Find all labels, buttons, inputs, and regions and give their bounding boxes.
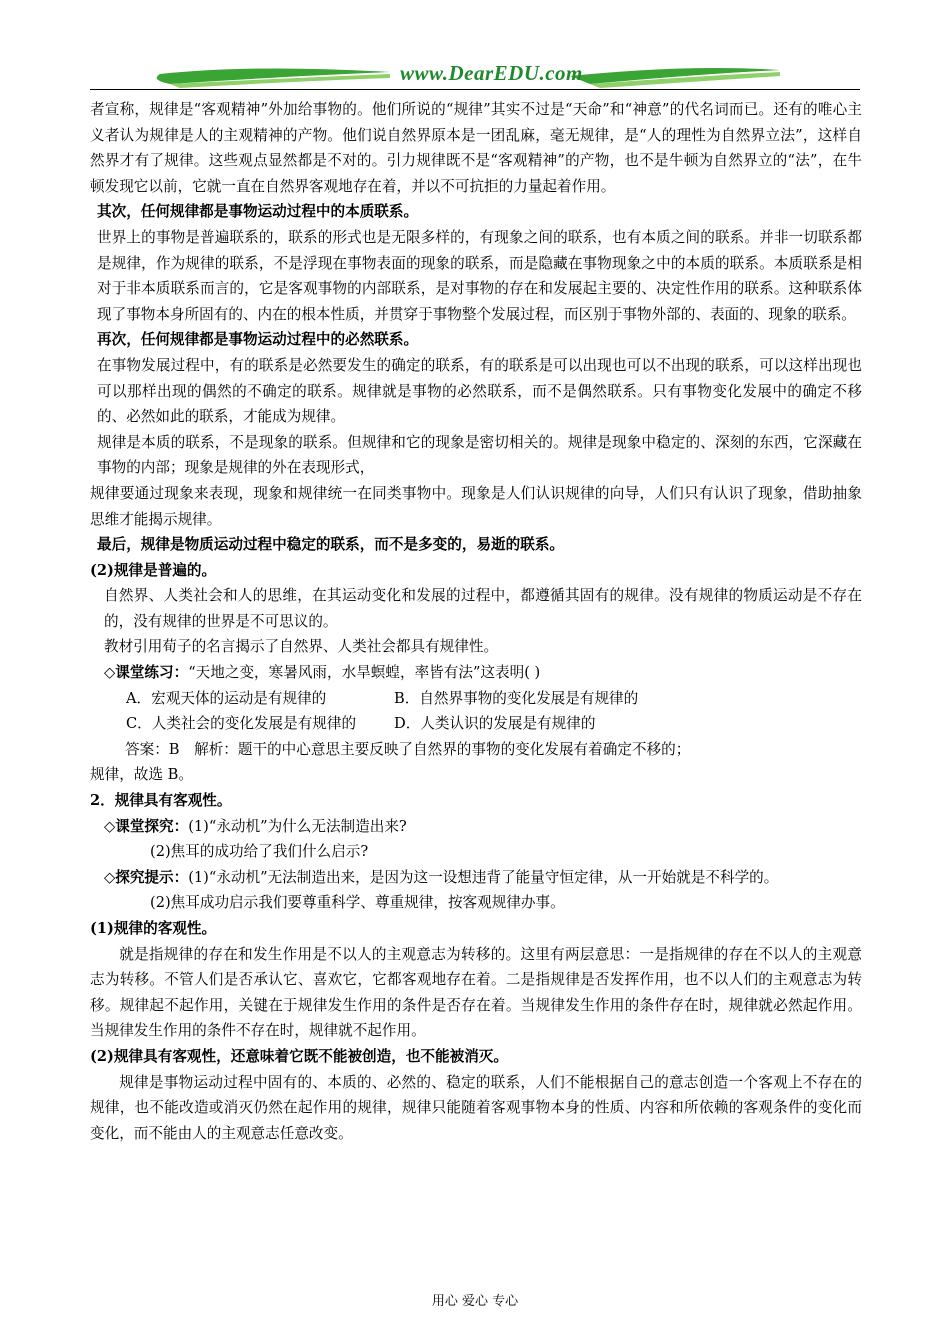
exercise-label: ◇课堂练习：: [104, 664, 189, 682]
page-footer: 用心 爱心 专心: [431, 1294, 519, 1309]
inquiry-text: (1)“永动机”为什么无法制造出来?: [188, 817, 407, 835]
hint-text: (1)“永动机”无法制造出来，是因为这一设想违背了能量守恒定律，从一开始就是不科学的。: [188, 868, 779, 886]
paragraph: 规律要通过现象来表现，现象和规律统一在同类事物中。现象是人们认识规律的向导，人们只有认识了现象，借助抽象思维才能揭示规律。: [90, 484, 862, 528]
option-c: C．人类社会的变化发展是有规律的: [126, 715, 357, 733]
heading-universal: (2)规律是普遍的。: [90, 561, 217, 579]
inquiry-question: [90, 814, 862, 840]
paragraph: 教材引用荀子的名言揭示了自然界、人类社会都具有规律性。: [104, 638, 499, 656]
paragraph: 就是指规律的存在和发生作用是不以人的主观意志为转移的。这里有两层意思：一是指规律的存在不以人的主观意志为转移。不管人们是否承认它、喜欢它，它都客观地存在着。二是指规律是否发挥作用，也不以人们的主观意志为转移。规律起不起作用，关键在于规律发生作用的条件是否存在着。当规律发生作用的条件存在时，规律就必然起作用。当规律发生作用的条件不存在时，规律就不起作用。: [90, 945, 862, 1040]
heading-necessary-connection: 再次，任何规律都是事物运动过程中的必然联系。: [97, 331, 419, 349]
paragraph: 规律是本质的联系，不是现象的联系。但规律和它的现象是密切相关的。规律是现象中稳定的、深刻的东西，它深藏在事物的内部；现象是规律的外在表现形式，: [97, 433, 862, 477]
option-a: A．宏观天体的运动是有规律的: [126, 689, 327, 707]
answer-line: 答案：B 解析：题干的中心意思主要反映了自然界的事物的变化发展有着确定不移的；: [125, 740, 691, 758]
heading-cannot-create-or-destroy: (2)规律具有客观性，还意味着它既不能被创造，也不能被消灭。: [90, 1047, 508, 1065]
inquiry-hint: (2)焦耳成功启示我们要尊重科学、尊重规律，按客观规律办事。: [150, 894, 565, 912]
options-row-2: [90, 711, 862, 737]
option-d: D．人类认识的发展是有规律的: [394, 715, 596, 733]
inquiry-hint: [90, 865, 862, 891]
exercise-text: “天地之变，寒暑风雨，水旱螟蝗，率皆有法”这表明( ): [188, 664, 541, 682]
document-body: [90, 97, 862, 1146]
paragraph: 在事物发展过程中，有的联系是必然要发生的确定的联系，有的联系是可以出现也可以不出现的联系，可以这样出现也可以那样出现的偶然的不确定的联系。规律就是事物的必然联系，而不是偶然联系。只有事物变化发展中的确定不移的、必然如此的联系，才能成为规律。: [97, 356, 862, 426]
site-brand[interactable]: www.DearEDU.com: [400, 61, 583, 85]
answer-line: 规律，故选 B。: [90, 766, 193, 784]
inquiry-label: ◇课堂探究：: [104, 817, 189, 835]
option-b: B．自然界事物的变化发展是有规律的: [394, 689, 639, 707]
exercise-question: [90, 660, 862, 686]
heading-objectivity: 2．规律具有客观性。: [90, 792, 232, 810]
heading-essential-connection: 其次，任何规律都是事物运动过程中的本质联系。: [97, 203, 419, 221]
header-divider: [90, 89, 860, 90]
heading-objectivity-of-law: (1)规律的客观性。: [90, 920, 217, 937]
paragraph: 世界上的事物是普遍联系的，联系的形式也是无限多样的，有现象之间的联系，也有本质之间的联系。并非一切联系都是规律，作为规律的联系，不是浮现在事物表面的现象的联系，而是隐藏在事物现象之中的本质的联系。本质联系是相对于非本质联系而言的，它是客观事物的内部联系，是对事物的存在和发展起主要的、决定性作用的联系。这种联系体现了事物本身所固有的、内在的根本性质，并贯穿于事物整个发展过程，而区别于事物外部的、表面的、现象的联系。: [97, 228, 862, 323]
heading-stable-connection: 最后，规律是物质运动过程中稳定的联系，而不是多变的，易逝的联系。: [97, 536, 565, 554]
hint-label: ◇探究提示：: [104, 868, 189, 886]
paragraph: 规律是事物运动过程中固有的、本质的、必然的、稳定的联系，人们不能根据自己的意志创造一个客观上不存在的规律，也不能改造或消灭仍然在起作用的规律，规律只能随着客观事物本身的性质、内容和所依赖的客观条件的变化而变化，而不能由人的主观意志任意改变。: [90, 1073, 862, 1142]
options-row-1: [90, 686, 862, 712]
inquiry-question: (2)焦耳的成功给了我们什么启示?: [150, 843, 369, 861]
paragraph: 自然界、人类社会和人的思维，在其运动变化和发展的过程中，都遵循其固有的规律。没有规律的物质运动是不存在的，没有规律的世界是不可思议的。: [104, 587, 862, 630]
paragraph: 者宣称，规律是“客观精神”外加给事物的。他们所说的“规律”其实不过是“天命”和“神意”的代名词而已。还有的唯心主义者认为规律是人的主观精神的产物。他们说自然界原本是一团乱麻，毫无规律，是“人的理性为自然界立法”，这样自然界才有了规律。这些观点显然都是不对的。引力规律既不是“客观精神”的产物，也不是牛顿为自然界立的“法”，在牛顿发现它以前，它就一直在自然界客观地存在着，并以不可抗拒的力量起着作用。: [90, 101, 862, 195]
site-header: [90, 62, 860, 90]
